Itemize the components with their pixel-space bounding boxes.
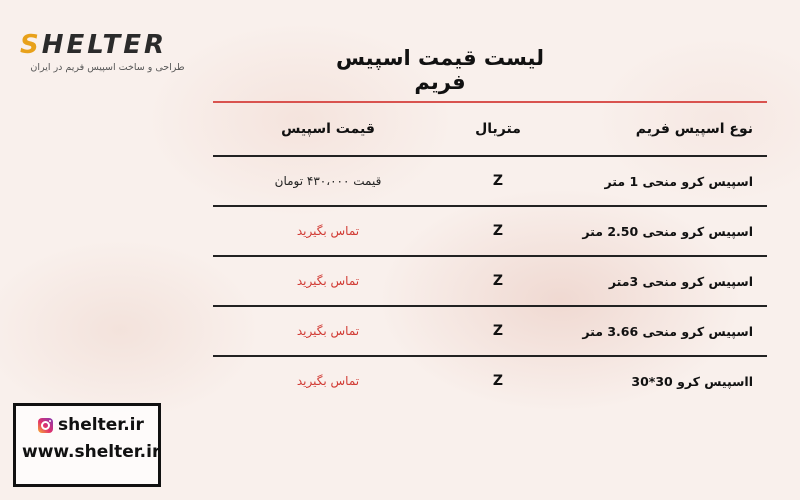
header-material: متریال xyxy=(475,121,521,137)
table-header-row xyxy=(213,103,767,157)
table-row xyxy=(213,207,767,257)
row-material: Z xyxy=(492,373,504,389)
row-material: Z xyxy=(492,323,504,339)
row-type: ااسپیس کرو 30*30 xyxy=(631,373,753,389)
row-price-contact: تماس بگیرید xyxy=(296,274,360,288)
price-table xyxy=(213,101,767,405)
instagram-handle: shelter.ir xyxy=(58,415,144,435)
logo-tagline: طراحی و ساخت اسپیس فریم در ایران xyxy=(30,62,185,73)
logo-wordmark xyxy=(20,30,195,60)
logo-text: HELTER xyxy=(41,30,168,60)
row-material: Z xyxy=(492,223,504,239)
row-type: اسپیس کرو منحی 1 متر xyxy=(604,173,753,189)
row-type: اسپیس کرو منحی 3متر xyxy=(608,273,753,289)
row-price: قیمت ۴۳۰،۰۰۰ تومان xyxy=(274,174,382,188)
row-price-contact: تماس بگیرید xyxy=(296,374,360,388)
website-link[interactable]: www.shelter.ir xyxy=(22,442,161,462)
table-row xyxy=(213,257,767,307)
row-type: اسپیس کرو منحی 3.66 متر xyxy=(582,323,753,339)
table-row xyxy=(213,157,767,207)
instagram-icon xyxy=(38,418,53,433)
header-price: قیمت اسپیس xyxy=(281,121,375,137)
contact-box xyxy=(13,403,161,487)
header-type: نوع اسپیس فریم xyxy=(635,121,753,137)
brand-logo[interactable] xyxy=(20,30,195,73)
logo-accent-letter: S xyxy=(20,30,42,60)
instagram-link[interactable] xyxy=(38,415,144,435)
table-row xyxy=(213,357,767,405)
row-price-contact: تماس بگیرید xyxy=(296,324,360,338)
row-price-contact: تماس بگیرید xyxy=(296,224,360,238)
row-material: Z xyxy=(492,173,504,189)
page-title: لیست قیمت اسپیس فریم xyxy=(336,46,544,94)
table-row xyxy=(213,307,767,357)
row-type: اسپیس کرو منحی 2.50 متر xyxy=(582,223,753,239)
row-material: Z xyxy=(492,273,504,289)
